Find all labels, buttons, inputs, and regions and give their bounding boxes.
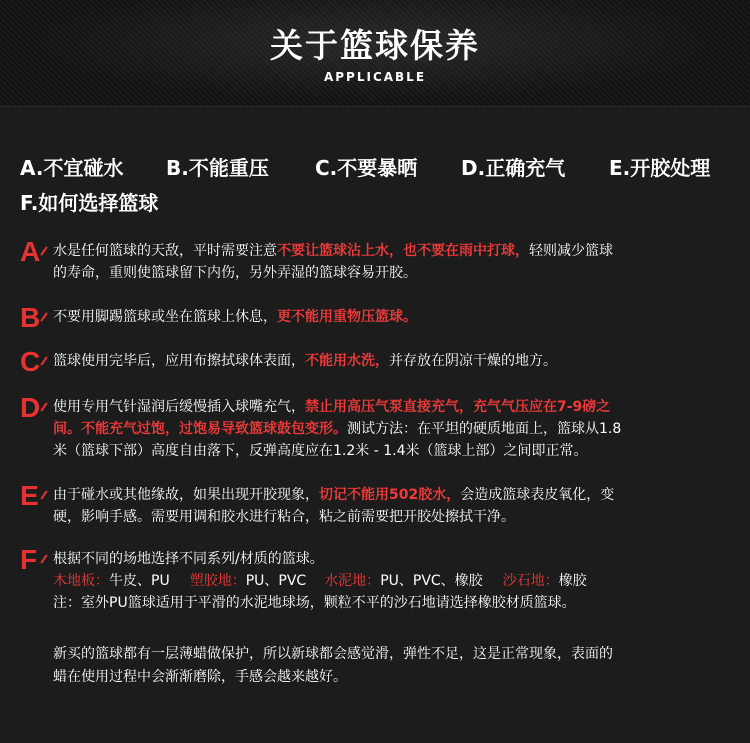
- section-d-text: [53, 396, 738, 462]
- toc-item-c: C.不要暴晒: [315, 156, 418, 180]
- section-b-text: [53, 306, 738, 328]
- court-label-gravel: 沙石地：: [502, 573, 559, 589]
- section-f: [20, 544, 735, 618]
- text-line: 硬，影响手感。需要用调和胶水进行粘合，粘之前需要把开胶处擦拭干净。: [53, 509, 515, 525]
- slash-decoration: [40, 312, 47, 321]
- court-label-cement: 水泥地：: [324, 573, 381, 589]
- slash-decoration: [40, 554, 47, 563]
- text-segment: 测试方法：在平坦的硬质地面上，篮球从1.8: [347, 421, 622, 437]
- text-line: [53, 396, 738, 418]
- court-label-plastic: 塑胶地：: [189, 573, 246, 589]
- section-f-text: [53, 548, 738, 614]
- text-segment: 由于碰水或其他缘故，如果出现开胶现象，: [53, 487, 319, 503]
- text-segment: 使用专用气针湿润后缓慢插入球嘴充气，: [53, 399, 305, 415]
- slash-decoration: [40, 246, 47, 255]
- section-letter-e: E: [20, 480, 39, 511]
- court-value-gravel: 橡胶: [558, 573, 587, 589]
- section-c: [20, 346, 735, 376]
- text-segment: 不要用脚踢篮球或坐在篮球上休息，: [53, 309, 277, 325]
- text-segment: 会造成篮球表皮氧化，变: [460, 487, 615, 503]
- text-segment: 水是任何篮球的天敌，平时需要注意: [53, 243, 277, 259]
- text-line: [53, 418, 738, 440]
- slash-decoration: [40, 490, 47, 499]
- slash-decoration: [40, 402, 47, 411]
- highlight-text: 切记不能用502胶水，: [319, 487, 461, 503]
- toc-item-e: E.开胶处理: [609, 156, 711, 180]
- highlight-text: 不能用水洗，: [305, 353, 389, 369]
- text-line: [53, 350, 738, 372]
- text-line: [53, 484, 738, 506]
- section-letter-d: D: [20, 392, 41, 423]
- text-line: 的寿命，重则使篮球留下内伤，另外弄湿的篮球容易开胶。: [53, 265, 417, 281]
- section-letter-f: F: [20, 544, 38, 575]
- section-a: [20, 236, 735, 286]
- court-value-cement: PU、PVC、橡胶: [380, 573, 483, 589]
- section-a-text: [53, 240, 738, 284]
- section-e: [20, 480, 735, 530]
- highlight-text: 不要让篮球沾上水，也不要在雨中打球，: [277, 243, 529, 259]
- toc-item-a: A.不宜碰水: [20, 156, 124, 180]
- page-title: 关于篮球保养: [270, 26, 480, 65]
- toc-item-f: F.如何选择篮球: [20, 191, 159, 215]
- header-banner: [0, 0, 750, 107]
- text-line: 蜡在使用过程中会渐渐磨除，手感会越来越好。: [53, 669, 347, 685]
- text-line: 米（篮球下部）高度自由落下，反弹高度应在1.2米 - 1.4米（篮球上部）之间即正常。: [53, 443, 588, 459]
- text-line: 根据不同的场地选择不同系列/材质的篮球。: [53, 551, 324, 567]
- section-d: [20, 392, 735, 464]
- section-e-text: [53, 484, 738, 528]
- text-segment: 轻则减少篮球: [529, 243, 613, 259]
- toc-item-d: D.正确充气: [461, 156, 566, 180]
- highlight-text: 间。不能充气过饱，过饱易导致篮球鼓包变形。: [53, 421, 347, 437]
- closing-note: [53, 643, 743, 689]
- court-value-wood: 牛皮、PU: [109, 573, 170, 589]
- text-line: [53, 240, 738, 262]
- text-line: 注：室外PU篮球适用于平滑的水泥地球场，颗粒不平的沙石地请选择橡胶材质篮球。: [53, 595, 576, 611]
- section-letter-c: C: [20, 346, 41, 377]
- text-segment: 篮球使用完毕后，应用布擦拭球体表面，: [53, 353, 305, 369]
- section-letter-b: B: [20, 302, 41, 333]
- court-types-line: [53, 570, 738, 592]
- text-line: 新买的篮球都有一层薄蜡做保护，所以新球都会感觉滑，弹性不足，这是正常现象，表面的: [53, 646, 613, 662]
- section-c-text: [53, 350, 738, 372]
- court-value-plastic: PU、PVC: [245, 573, 307, 589]
- toc-item-b: B.不能重压: [166, 156, 269, 180]
- text-segment: 并存放在阴凉干燥的地方。: [389, 353, 557, 369]
- section-letter-a: A: [20, 236, 41, 267]
- slash-decoration: [40, 356, 47, 365]
- page-subtitle: APPLICABLE: [323, 70, 427, 84]
- court-label-wood: 木地板：: [53, 573, 109, 589]
- text-line: [53, 306, 738, 328]
- section-b: [20, 302, 735, 332]
- highlight-text: 更不能用重物压篮球。: [277, 309, 417, 325]
- highlight-text: 禁止用高压气泵直接充气，充气气压应在7-9磅之: [305, 399, 611, 415]
